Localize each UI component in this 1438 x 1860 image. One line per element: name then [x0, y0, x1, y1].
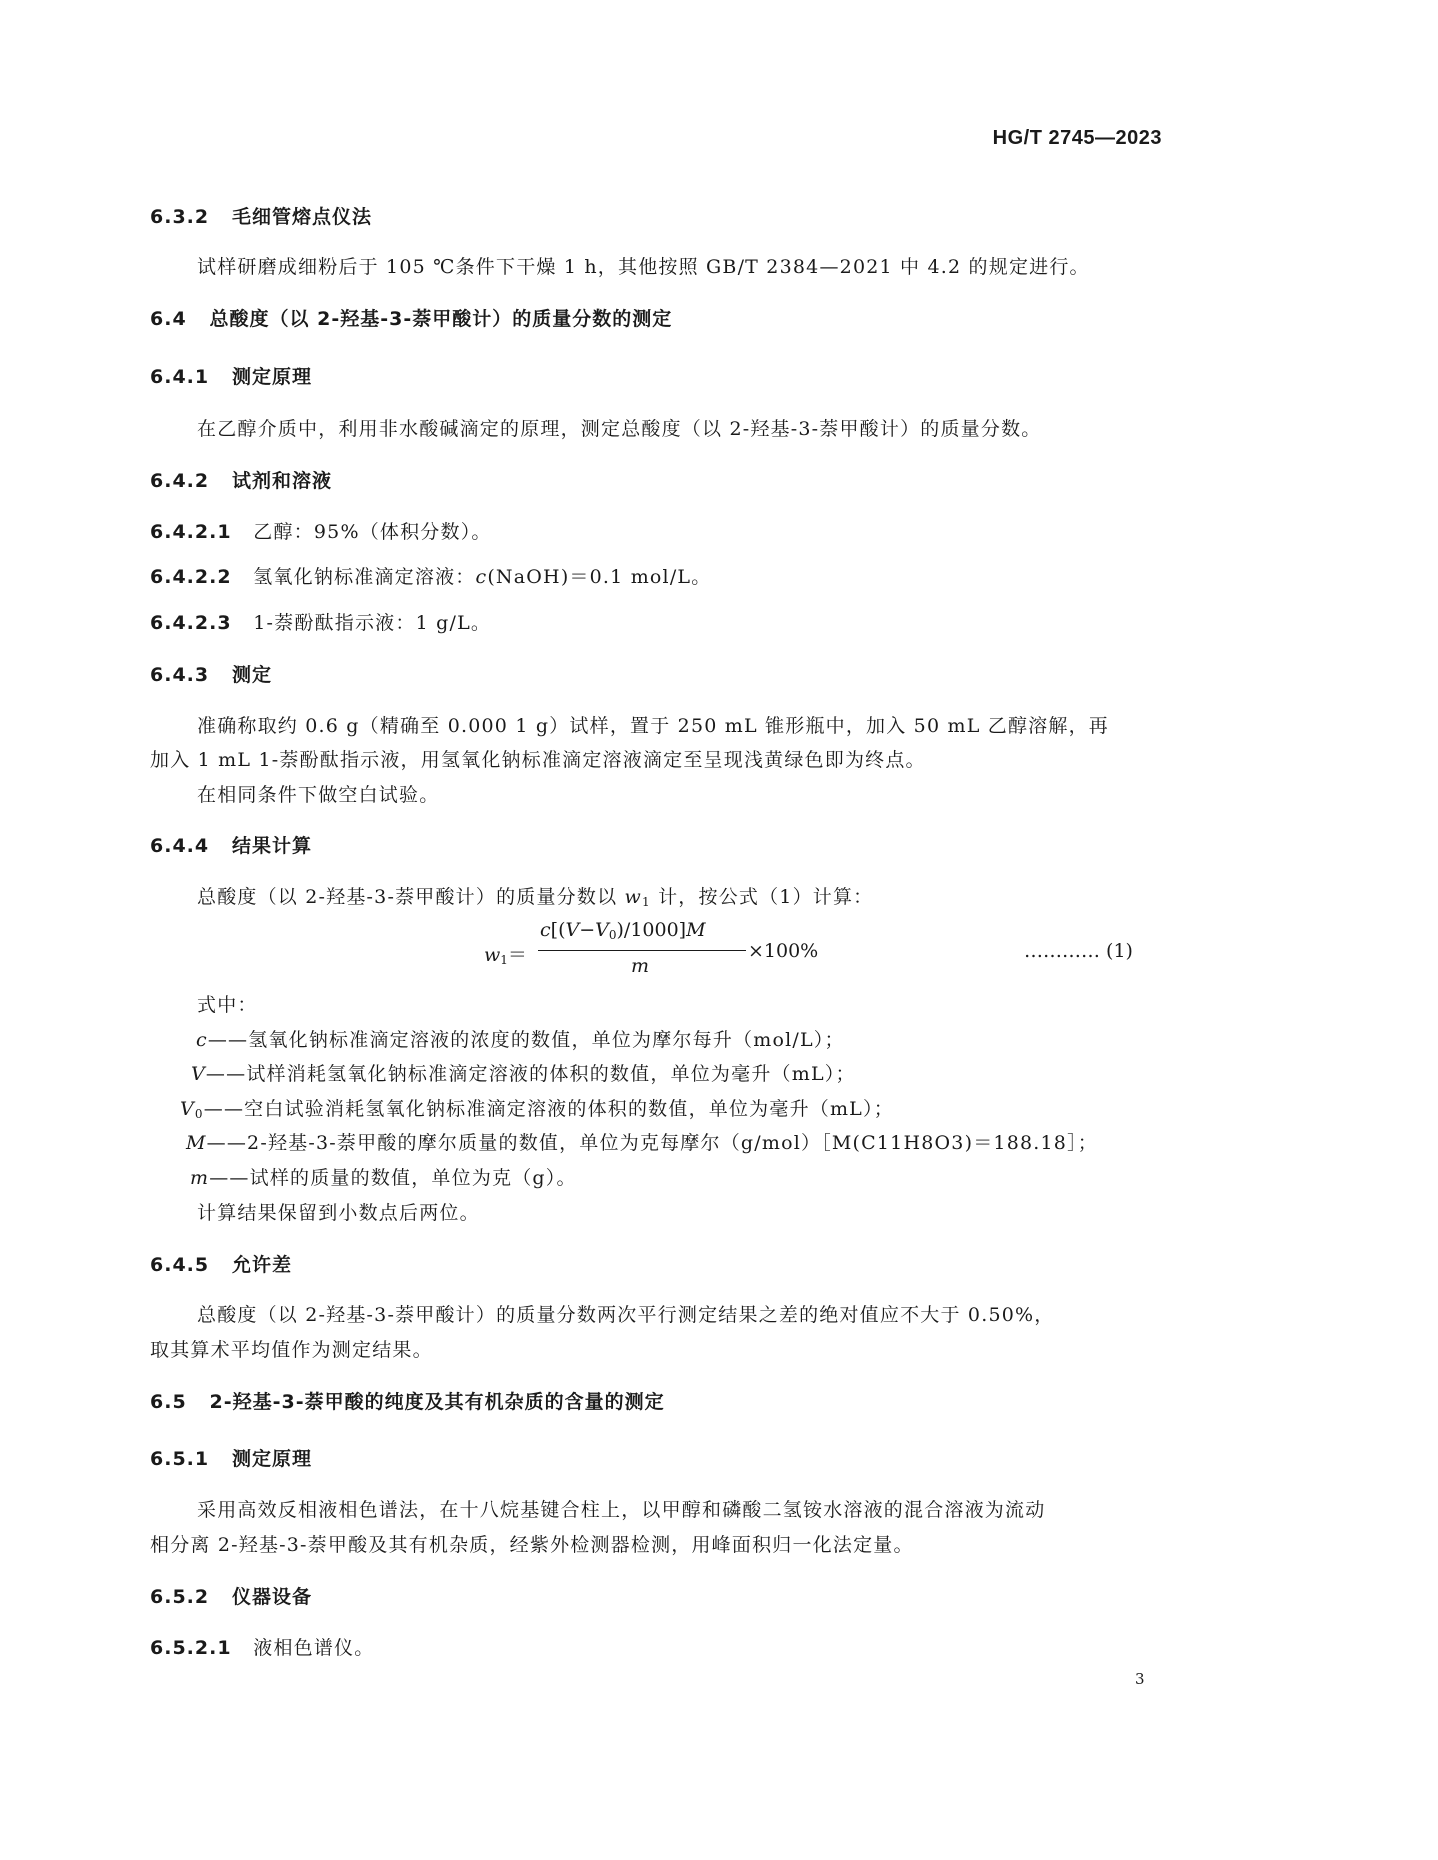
variable-w: w	[624, 886, 642, 908]
paragraph: 总酸度（以 2-羟基-3-萘甲酸计）的质量分数两次平行测定结果之差的绝对值应不大于 0.50%，	[197, 1304, 1055, 1326]
clause-number: 6.4.2.1	[150, 521, 232, 543]
variable-symbol: V	[180, 1098, 195, 1120]
clause-number: 6.5.2.1	[150, 1637, 232, 1659]
variable-description: ——2-羟基-3-萘甲酸的摩尔质量的数值，单位为克每摩尔（g/mol）［M(C11H8O3)＝188.18］；	[206, 1132, 1098, 1154]
variable-symbol: m	[190, 1167, 210, 1189]
variable-description: ——空白试验消耗氢氧化钠标准滴定溶液的体积的数值，单位为毫升（mL）；	[203, 1098, 894, 1120]
variable-row	[186, 1128, 1098, 1155]
section-heading-6-3-2	[150, 202, 372, 229]
variable-row	[190, 1163, 577, 1190]
subscript: 0	[608, 928, 617, 942]
section-number: 6.4.3	[150, 664, 210, 686]
variable-c: c	[475, 566, 488, 588]
variable-description: ——试样的质量的数值，单位为克（g）。	[209, 1167, 577, 1189]
page-number: 3	[1135, 1670, 1145, 1688]
variable-description: ——试样消耗氢氧化钠标准滴定溶液的体积的数值，单位为毫升（mL）；	[205, 1063, 856, 1085]
section-title: 毛细管熔点仪法	[231, 206, 372, 228]
subscript: 1	[642, 895, 651, 909]
section-heading-6-5-2	[150, 1582, 312, 1609]
section-number: 6.4.4	[150, 835, 210, 857]
paragraph: 试样研磨成细粉后于 105 ℃条件下干燥 1 h，其他按照 GB/T 2384—2021 中 4.2 的规定进行。	[197, 256, 1090, 278]
section-heading-6-4-4	[150, 831, 312, 858]
section-title: 允许差	[231, 1254, 292, 1276]
paragraph: 取其算术平均值作为测定结果。	[150, 1339, 433, 1361]
text-segment: 计，按公式（1）计算：	[658, 886, 874, 908]
subscript: 1	[500, 953, 508, 967]
section-heading-6-4-2	[150, 466, 332, 493]
section-heading-6-4-3	[150, 660, 272, 687]
standard-code: HG/T 2745—2023	[992, 127, 1162, 149]
clause-6-4-2-2	[150, 562, 711, 589]
clause-text: (NaOH)＝0.1 mol/L。	[487, 566, 712, 588]
where-label: 式中：	[197, 994, 258, 1016]
paragraph: 准确称取约 0.6 g（精确至 0.000 1 g）试样，置于 250 mL 锥形瓶中，加入 50 mL 乙醇溶解，再	[197, 715, 1109, 737]
clause-6-4-2-1	[150, 517, 492, 544]
section-title: 测定	[231, 664, 272, 686]
section-title: 测定原理	[231, 1448, 312, 1470]
section-number: 6.5.2	[150, 1586, 210, 1608]
variable-symbol: M	[186, 1132, 207, 1154]
minus-sign: −	[579, 919, 596, 941]
section-number: 6.3.2	[150, 206, 210, 228]
variable-symbol: V	[191, 1063, 206, 1085]
variable-V0: V	[595, 919, 609, 941]
formula-tail: ×100%	[748, 940, 819, 962]
formula-label: ………… (1)	[1024, 940, 1133, 962]
bracket: )/1000]	[616, 919, 687, 941]
section-heading-6-4	[150, 304, 672, 331]
variable-row	[180, 1094, 894, 1121]
variable-M: M	[686, 919, 706, 941]
variable-row	[191, 1059, 856, 1086]
section-number: 6.5.1	[150, 1448, 210, 1470]
paragraph: 相分离 2-羟基-3-萘甲酸及其有机杂质，经紫外检测器检测，用峰面积归一化法定量。	[150, 1534, 914, 1556]
section-heading-6-5	[150, 1387, 665, 1414]
clause-text: 氢氧化钠标准滴定溶液：	[253, 566, 476, 588]
variable-symbol: c	[196, 1029, 208, 1051]
section-heading-6-5-1	[150, 1444, 312, 1471]
clause-text: 乙醇：95%（体积分数）。	[253, 521, 492, 543]
clause-number: 6.4.2.3	[150, 612, 232, 634]
formula-denominator: m	[631, 955, 650, 977]
fraction-bar	[538, 950, 746, 951]
equals-sign: ＝	[507, 944, 527, 966]
section-title: 试剂和溶液	[231, 470, 332, 492]
clause-text: 1-萘酚酞指示液：1 g/L。	[253, 612, 492, 634]
section-number: 6.5	[150, 1391, 187, 1413]
paragraph: 在相同条件下做空白试验。	[197, 784, 440, 806]
paragraph: 在乙醇介质中，利用非水酸碱滴定的原理，测定总酸度（以 2-羟基-3-萘甲酸计）的质量分数。	[197, 418, 1042, 440]
variable-c: c	[540, 919, 551, 941]
section-heading-6-4-5	[150, 1250, 292, 1277]
section-number: 6.4.1	[150, 366, 210, 388]
variable-description: ——氢氧化钠标准滴定溶液的浓度的数值，单位为摩尔每升（mol/L）；	[207, 1029, 845, 1051]
clause-number: 6.4.2.2	[150, 566, 232, 588]
paragraph: 计算结果保留到小数点后两位。	[197, 1202, 480, 1224]
formula-numerator	[540, 919, 706, 942]
section-title: 总酸度（以 2-羟基-3-萘甲酸计）的质量分数的测定	[209, 308, 673, 330]
formula-lhs	[484, 940, 527, 967]
section-title: 结果计算	[231, 835, 312, 857]
section-heading-6-4-1	[150, 362, 312, 389]
variable-V: V	[565, 919, 580, 941]
paragraph: 加入 1 mL 1-萘酚酞指示液，用氢氧化钠标准滴定溶液滴定至呈现浅黄绿色即为终点。	[150, 749, 926, 771]
subscript: 0	[194, 1107, 204, 1121]
variable-row	[196, 1025, 845, 1052]
clause-text: 液相色谱仪。	[253, 1637, 375, 1659]
clause-6-5-2-1	[150, 1633, 374, 1660]
section-title: 2-羟基-3-萘甲酸的纯度及其有机杂质的含量的测定	[209, 1391, 665, 1413]
section-number: 6.4.2	[150, 470, 210, 492]
text-segment: 总酸度（以 2-羟基-3-萘甲酸计）的质量分数以	[197, 886, 618, 908]
section-number: 6.4.5	[150, 1254, 210, 1276]
clause-6-4-2-3	[150, 608, 491, 635]
section-title: 仪器设备	[231, 1586, 312, 1608]
variable-w: w	[484, 944, 501, 966]
bracket: [(	[550, 919, 566, 941]
section-number: 6.4	[150, 308, 187, 330]
section-title: 测定原理	[231, 366, 312, 388]
paragraph	[197, 882, 873, 909]
paragraph: 采用高效反相液相色谱法，在十八烷基键合柱上，以甲醇和磷酸二氢铵水溶液的混合溶液为流动	[197, 1499, 1046, 1521]
